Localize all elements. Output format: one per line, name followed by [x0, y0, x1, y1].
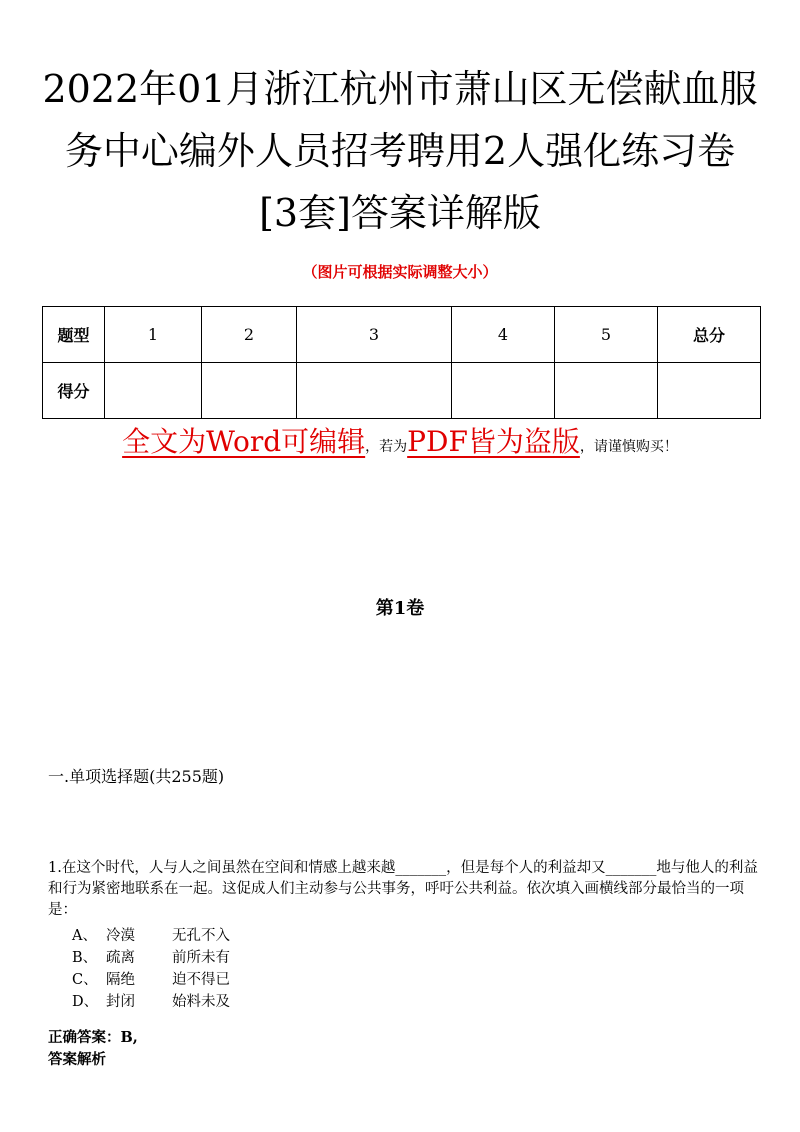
- option-letter: B、: [72, 950, 98, 966]
- option-word-2: 无孔不入: [172, 928, 230, 944]
- score-cell-total: 总分: [658, 307, 761, 363]
- option-letter: C、: [72, 972, 98, 988]
- option-letter: A、: [72, 928, 97, 944]
- score-cell-q3: 3: [297, 307, 452, 363]
- title-line-1: 2022年01月浙江杭州市萧山区无偿献血服: [42, 67, 758, 111]
- correct-answer: 正确答案：B,: [48, 1029, 138, 1046]
- score-entry-cell: [555, 363, 658, 419]
- option-letter: D、: [72, 994, 99, 1010]
- document-title: [30, 58, 770, 244]
- score-table: [42, 306, 761, 419]
- title-line-3: [3套]答案详解版: [259, 191, 541, 235]
- option-word-1: 隔绝: [106, 972, 135, 988]
- option-d: [72, 991, 230, 1013]
- notice-pdf-pirated: PDF皆为盗版: [407, 425, 580, 458]
- option-b: [72, 947, 230, 969]
- option-c: [72, 969, 230, 991]
- score-entry-cell: [202, 363, 297, 419]
- score-table-header-row: [43, 307, 761, 363]
- score-cell-q2: 2: [202, 307, 297, 363]
- answer-analysis-heading: 答案解析: [48, 1051, 106, 1068]
- score-cell-q1: 1: [105, 307, 202, 363]
- score-entry-cell: [452, 363, 555, 419]
- score-cell-score-label: 得分: [43, 363, 105, 419]
- score-cell-q5: 5: [555, 307, 658, 363]
- option-word-2: 迫不得已: [172, 972, 230, 988]
- piracy-notice: [0, 420, 800, 460]
- score-cell-type-label: 题型: [43, 307, 105, 363]
- notice-editable: 全文为Word可编辑: [122, 425, 366, 458]
- score-cell-q4: 4: [452, 307, 555, 363]
- volume-heading: 第1卷: [375, 598, 425, 619]
- option-word-1: 疏离: [106, 950, 135, 966]
- option-word-2: 始料未及: [172, 994, 230, 1010]
- notice-caution: ，请谨慎购买！: [579, 439, 678, 455]
- section-heading: 一.单项选择题(共255题): [48, 767, 225, 786]
- title-line-2: 务中心编外人员招考聘用2人强化练习卷: [64, 129, 736, 173]
- score-entry-cell: [658, 363, 761, 419]
- answer-block: [48, 1027, 138, 1071]
- option-word-2: 前所未有: [172, 950, 230, 966]
- question-text: 1.在这个时代，人与人之间虽然在空间和情感上越来越_______，但是每个人的利益却又_______地与他人的利益和行为紧密地联系在一起。这促成人们主动参与公共事务，呼吁公共利益。依次填入画横线部分最恰当的一项是：: [48, 860, 758, 918]
- score-entry-cell: [105, 363, 202, 419]
- option-a: [72, 925, 230, 947]
- notice-connector: ，若为: [365, 439, 408, 455]
- option-word-1: 封闭: [106, 994, 135, 1010]
- score-table-score-row: [43, 363, 761, 419]
- score-entry-cell: [297, 363, 452, 419]
- option-word-1: 冷漠: [106, 928, 135, 944]
- question-options: [72, 925, 230, 1013]
- image-resize-note: （图片可根据实际调整大小）: [302, 263, 498, 281]
